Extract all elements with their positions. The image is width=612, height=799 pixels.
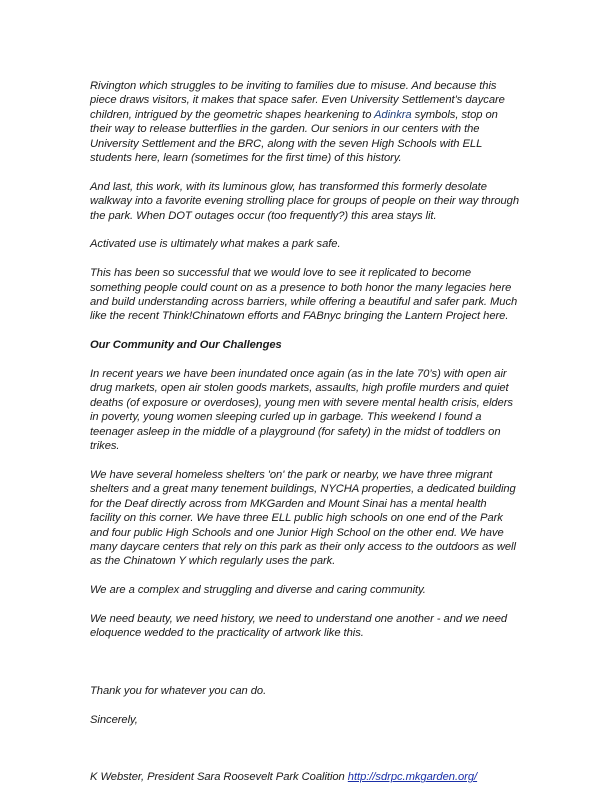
paragraph-community-facilities: We have several homeless shelters 'on' the park or nearby, we have three migrant shelters and a great many tenement buildings, NYCHA properties, a dedicated building for the Deaf directly across from MKGarden and Mount Sinai has a mental health facility on this corner. We have three ELL public high schools on one end of the Park and four public High Schools and one Junior High School on the other end. We have many daycare centers that rely on this park as their only access to the outdoors as well as the Chinatown Y which regularly uses the park. <box>90 468 516 568</box>
spacer <box>90 742 520 771</box>
signature-line <box>90 770 520 784</box>
paragraph-luminous-glow: And last, this work, with its luminous glow, has transformed this formerly desolate walkway into a favorite evening strolling place for groups of people on their way through the park. When DOT outages occur (too frequently?) this area stays lit. <box>90 180 520 222</box>
signature-text: K Webster, President Sara Roosevelt Park Coalition <box>90 771 348 784</box>
paragraph-replication: This has been so successful that we would love to see it replicated to become something people could count on as a presence to both honor the many legacies here and build understanding across barriers, while offering a beautiful and safer park. Much like the recent Think!Chinatown efforts and FABnyc bringing the Lantern Project here. <box>90 267 518 323</box>
closing-sincerely: Sincerely, <box>90 713 138 726</box>
paragraph-we-need: We need beauty, we need history, we need to understand one another - and we need eloquence wedded to the practicality of artwork like this. <box>90 612 508 640</box>
coalition-website-link[interactable]: http://sdrpc.mkgarden.org/ <box>347 771 478 784</box>
adinkra-term: Adinkra <box>374 108 412 121</box>
section-heading: Our Community and Our Challenges <box>90 339 282 352</box>
paragraph-activated-use: Activated use is ultimately what makes a park safe. <box>90 238 341 251</box>
paragraph-adinkra <box>90 79 520 165</box>
paragraph-complex-community: We are a complex and struggling and diverse and caring community. <box>90 584 426 597</box>
paragraph-challenges: In recent years we have been inundated once again (as in the late 70’s) with open air drug markets, open air stolen goods markets, assaults, high profile murders and quiet deaths (of exposure or overdoses), young men with severe mental health crisis, elders in poverty, young women sleeping curled up in garbage. This weekend I found a teenager asleep in the middle of a playground (for safety) in the midst of toddlers on trikes. <box>90 368 513 453</box>
closing-thanks: Thank you for whatever you can do. <box>90 684 267 697</box>
spacer <box>90 655 520 684</box>
paragraph-text: symbols, stop on their way to release butterflies in the garden. Our seniors in our centers with the University Settlement and the BRC, along with the seven High Schools with ELL students here, learn (sometimes for the first time) of this history. <box>90 108 498 165</box>
paragraph-text: Rivington which struggles to be inviting to families due to misuse. And because this piece draws visitors, it makes that space safer. Even University Settlement’s daycare children, intrigued by the geometric shapes hearkening to <box>90 80 505 121</box>
letter-page <box>90 79 520 799</box>
